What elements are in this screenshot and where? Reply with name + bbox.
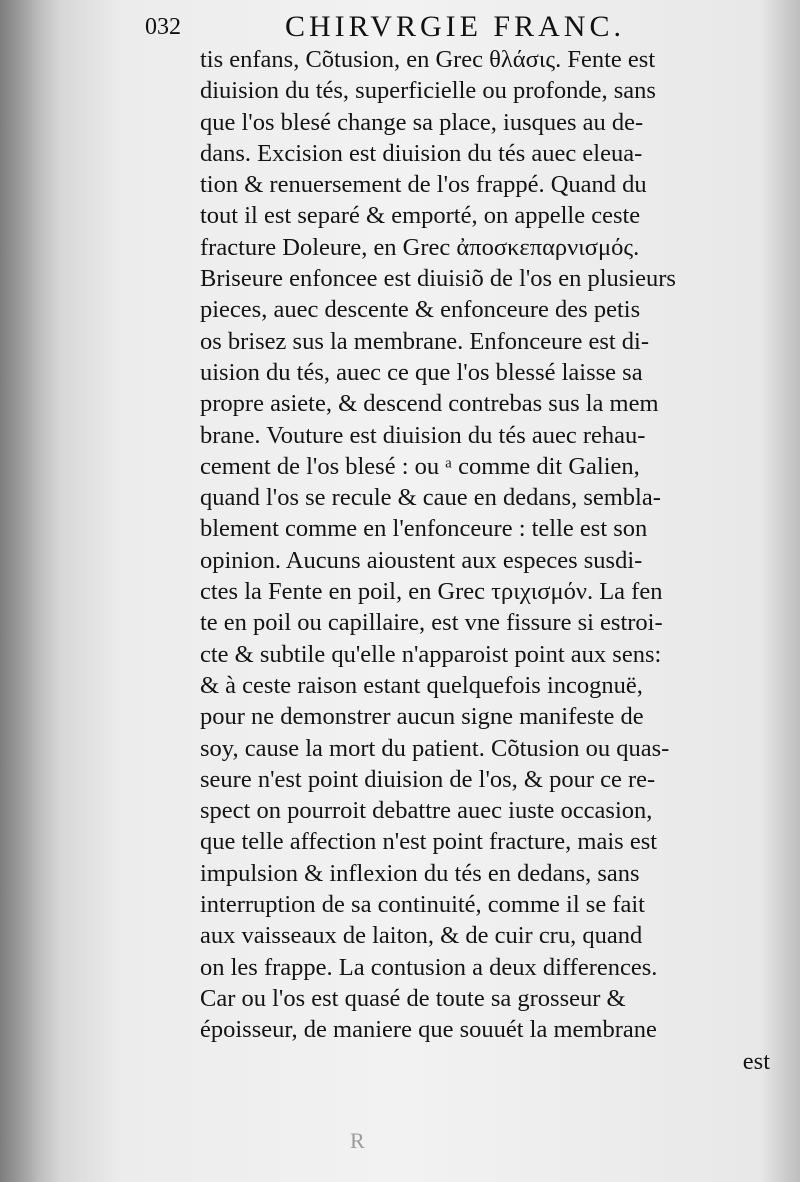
text-line: cte & subtile qu'elle n'apparoist point aux sens:	[200, 640, 662, 668]
text-line: seure n'est point diuision de l'os, & pour ce re-	[200, 765, 656, 793]
text-line: dans. Excision est diuision du tés auec eleua-	[200, 139, 643, 167]
text-line: te en poil ou capillaire, est vne fissure si estroi-	[200, 609, 663, 637]
text-line: tout il est separé & emporté, on appelle ceste	[200, 202, 641, 230]
text-line: Briseure enfoncee est diuisiõ de l'os en plusieurs	[200, 265, 676, 293]
text-line: diuision du tés, superficielle ou profonde, sans	[200, 77, 656, 105]
text-line: ctes la Fente en poil, en Grec τριχισμόν. La fen	[200, 578, 663, 606]
text-line: quand l'os se recule & caue en dedans, sembla-	[200, 484, 661, 512]
text-line: on les frappe. La contusion a deux differences.	[200, 953, 658, 981]
text-line: soy, cause la mort du patient. Cõtusion ou quas-	[200, 734, 670, 762]
text-line: opinion. Aucuns aioustent aux especes susdi-	[200, 546, 643, 574]
page-header	[145, 8, 780, 48]
running-head: CHIRVRGIE FRANC.	[285, 10, 625, 43]
text-line: os brisez sus la membrane. Enfonceure est di-	[200, 327, 650, 355]
text-line: blement comme en l'enfonceure : telle est son	[200, 515, 648, 543]
text-line: spect on pourroit debattre auec iuste occasion,	[200, 797, 653, 825]
text-line: que telle affection n'est point fracture, mais est	[200, 828, 658, 856]
text-line: Car ou l'os est quasé de toute sa grosseur &	[200, 984, 626, 1012]
page-number: 032	[145, 14, 181, 40]
text-line: pieces, auec descente & enfonceure des petis	[200, 296, 641, 324]
text-line: tion & renuersement de l'os frappé. Quand du	[200, 171, 647, 199]
bleed-through-mark: R	[350, 1128, 365, 1153]
text-line: & à ceste raison estant quelquefois incognuë,	[200, 671, 643, 699]
catchword: est	[742, 1047, 770, 1075]
text-line: impulsion & inflexion du tés en dedans, sans	[200, 859, 640, 887]
text-line: tis enfans, Cõtusion, en Grec θλάσις. Fente est	[200, 46, 656, 73]
text-line: interruption de sa continuité, comme il se fait	[200, 891, 645, 919]
text-line: brane. Vouture est diuision du tés auec rehau-	[200, 421, 646, 449]
text-line: que l'os blesé change sa place, iusques au de-	[200, 108, 644, 136]
body-text	[200, 44, 770, 1077]
text-line: uision du tés, auec ce que l'os blessé laisse sa	[200, 358, 643, 386]
text-line: époisseur, de maniere que souuét la membrane	[200, 1016, 657, 1044]
text-line: pour ne demonstrer aucun signe manifeste de	[200, 703, 644, 731]
text-line: fracture Doleure, en Grec ἀποσκεπαρνισμός.	[200, 233, 640, 261]
text-line: aux vaisseaux de laiton, & de cuir cru, quand	[200, 922, 643, 950]
text-line: cement de l'os blesé : ou ᵃ comme dit Galien,	[200, 452, 640, 480]
text-line: propre asiete, & descend contrebas sus la mem	[200, 390, 659, 418]
gutter-shadow	[0, 0, 60, 1182]
